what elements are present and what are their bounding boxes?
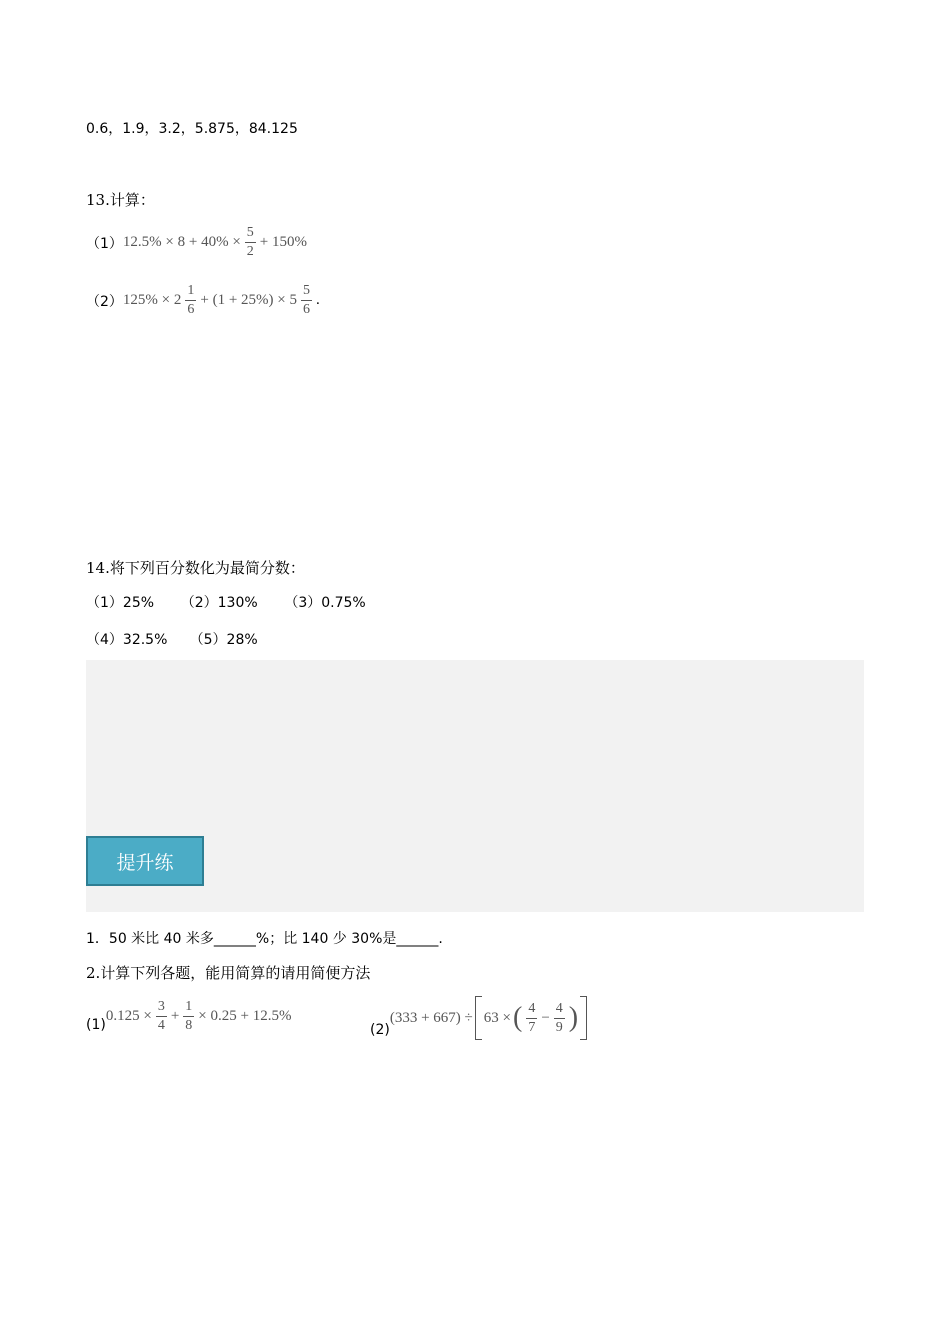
expr-text: .: [316, 292, 320, 308]
left-bracket: [475, 996, 482, 1040]
q13-part1: [86, 226, 307, 259]
q13-part1-expression: [123, 226, 307, 259]
denominator: 7: [528, 1019, 536, 1035]
denominator: 2: [246, 244, 254, 259]
q13-title: 13.计算：: [86, 191, 155, 209]
numerator: 3: [157, 999, 165, 1014]
expr-text: 12.5% × 8 + 40% ×: [122, 234, 241, 250]
ex2-part1-expression: [106, 1000, 292, 1033]
left-paren: (: [513, 1002, 523, 1033]
q14-row2: （4）32.5% （5）28%: [86, 632, 258, 648]
denominator: 9: [555, 1019, 563, 1035]
fraction: [185, 284, 196, 317]
denominator: 6: [187, 302, 195, 317]
expr-text: 125% × 2: [122, 292, 182, 308]
fraction: [156, 1000, 167, 1033]
operator: +: [170, 1008, 180, 1024]
exercise-2-part2: [370, 996, 587, 1040]
denominator: 4: [157, 1018, 165, 1033]
q14-title: 14.将下列百分数化为最简分数：: [86, 559, 305, 577]
numerator: 4: [528, 1000, 536, 1016]
ex2-part2-label: (2): [370, 1022, 390, 1038]
numerator: 1: [185, 999, 193, 1014]
fraction: [183, 1000, 194, 1033]
operator: −: [541, 1009, 550, 1026]
expr-text: + (1 + 25%) × 5: [200, 292, 298, 308]
fraction: [245, 226, 256, 259]
answer-line: 0.6，1.9，3.2，5.875，84.125: [86, 121, 298, 137]
right-paren: ): [568, 1002, 579, 1033]
expr-text: 63 ×: [483, 1009, 511, 1026]
expr-text: 0.125 ×: [105, 1008, 152, 1024]
q13-part2-expression: [123, 284, 320, 317]
fraction: [554, 1002, 565, 1035]
section-tag: 提升练: [86, 836, 204, 886]
right-bracket: [580, 996, 587, 1040]
denominator: 6: [303, 302, 311, 317]
q13-part1-label: （1）: [86, 235, 123, 252]
denominator: 8: [185, 1018, 193, 1033]
expr-text: + 150%: [259, 234, 308, 250]
exercise-1: 1．50 米比 40 米多______%；比 140 少 30%是______.: [86, 931, 443, 947]
q14-row1: （1）25% （2）130% （3）0.75%: [86, 595, 366, 611]
q13-part2: [86, 284, 320, 317]
numerator: 5: [246, 225, 254, 240]
ex2-part1-label: (1): [86, 1017, 106, 1033]
exercise-2-title: 2.计算下列各题，能用简算的请用简便方法: [86, 964, 371, 982]
fraction: [301, 284, 312, 317]
expr-text: × 0.25 + 12.5%: [198, 1008, 292, 1024]
numerator: 1: [187, 283, 195, 298]
numerator: 5: [303, 283, 311, 298]
q13-part2-label: （2）: [86, 293, 123, 310]
numerator: 4: [555, 1000, 563, 1016]
fraction: [526, 1002, 537, 1035]
exercise-2-part1: [86, 1000, 291, 1033]
expr-text: (333 + 667) ÷: [389, 1009, 473, 1026]
ex2-part2-expression: [390, 996, 587, 1040]
